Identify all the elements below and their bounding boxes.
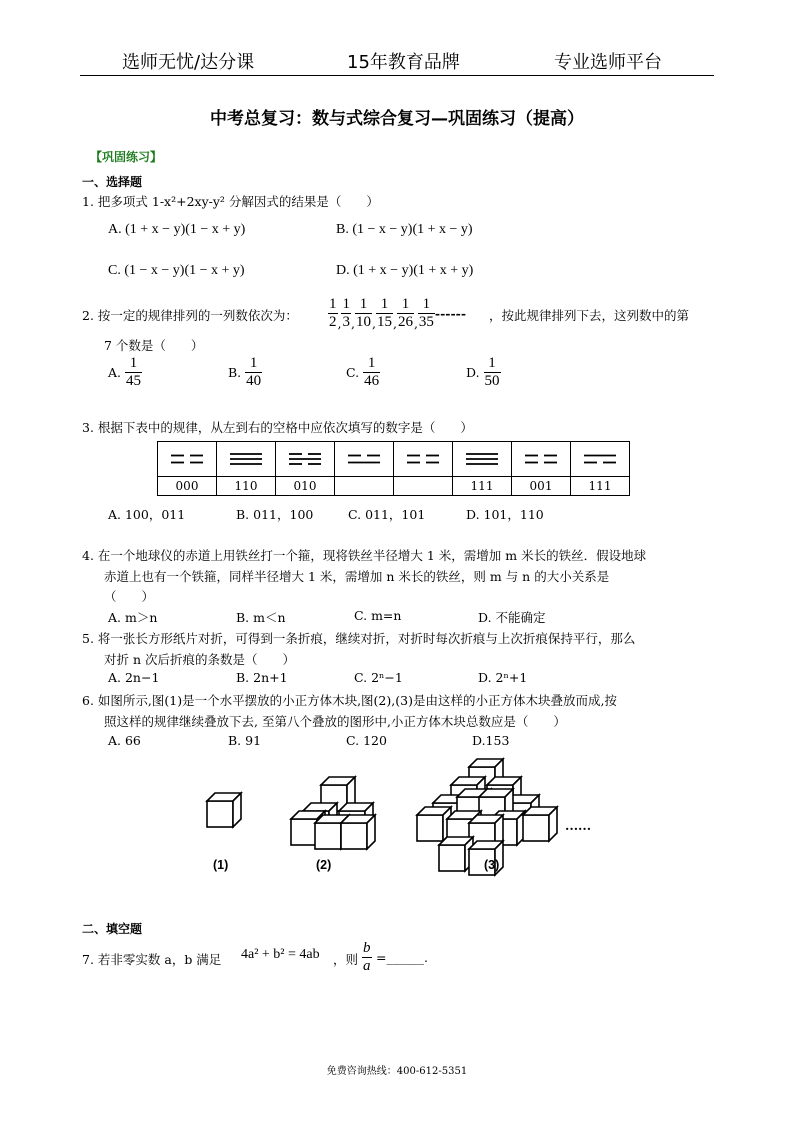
pattern-value-cell: 000 — [158, 477, 217, 496]
section-choice-heading: 一、选择题 — [82, 175, 143, 189]
q1-option-d: D. (1 + x − y)(1 + x + y) — [336, 263, 474, 278]
q7-equation: 4a² + b² = 4ab — [241, 947, 320, 962]
q7-stem-start: 7. 若非零实数 a，b 满足 — [82, 952, 222, 967]
q2-stem-end: ，按此规律排列下去，这列数中的第 — [489, 308, 690, 323]
q2-sequence-term: $\frac{1}{3}$ — [342, 296, 350, 330]
q1-option-a: A. (1 + x − y)(1 − x + y) — [108, 222, 246, 237]
pattern-symbol-cell — [217, 442, 276, 477]
pattern-value-cell: 111 — [571, 477, 630, 496]
q2-sequence-dots: ------ — [434, 306, 467, 321]
pattern-value-cell: 110 — [217, 477, 276, 496]
q5-option-d: D. 2ⁿ+1 — [478, 670, 528, 685]
cube — [439, 837, 473, 871]
q4-line3: （ ） — [104, 589, 155, 604]
header-right: 专业选师平台 — [554, 52, 662, 73]
q4-option-b: B. m＜n — [236, 610, 286, 625]
q4-line2: 赤道上也有一个铁箍，同样半径增大 1 米，需增加 n 米长的铁丝，则 m 与 n 的大小关系是 — [104, 569, 610, 584]
cube — [523, 807, 557, 841]
q2-option-c: C. $\frac{1}{46}$ — [346, 355, 380, 389]
pattern-symbol-cell — [453, 442, 512, 477]
q4-option-a: A. m＞n — [108, 610, 158, 625]
q3-option-d: D. 101，110 — [466, 507, 544, 522]
figure-2-cube-stack — [291, 777, 375, 849]
pattern-value-cell — [335, 477, 394, 496]
q2-sequence: $\frac{1}{2}$ , $\frac{1}{3}$ , $\frac{1}{10}$ , $\frac{1}{15}$ , $\frac{1}{26}$ , $\frac{1}{35}$ ------ — [329, 296, 467, 331]
q6-line2: 照这样的规律继续叠放下去, 至第八个叠放的图形中,小正方体木块总数应是（ ） — [104, 714, 566, 729]
q2-stem-start: 2. 按一定的规律排列的一列数依次为： — [82, 308, 298, 323]
q6-option-b: B. 91 — [228, 733, 262, 748]
q2-sequence-term: $\frac{1}{10}$ — [355, 296, 371, 330]
q4-option-d: D. 不能确定 — [478, 610, 546, 625]
q3-option-c: C. 011，101 — [348, 507, 426, 522]
pattern-symbol-cell — [158, 442, 217, 477]
pattern-symbol-cell — [394, 442, 453, 477]
figure-label-3: (3) — [484, 858, 500, 872]
q4-line1: 4. 在一个地球仪的赤道上用铁丝打一个箍，现将铁丝半径增大 1 米，需增加 m 米长的铁丝．假设地球 — [82, 548, 647, 563]
q2-option-b: B. $\frac{1}{40}$ — [228, 355, 262, 389]
page-title: 中考总复习：数与式综合复习—巩固练习（提高） — [210, 109, 584, 129]
pattern-value-cell: 010 — [276, 477, 335, 496]
section-tag: 【巩固练习】 — [90, 150, 163, 164]
q3-option-a: A. 100，011 — [108, 507, 186, 522]
pattern-symbol-cell — [335, 442, 394, 477]
q2-sequence-term: $\frac{1}{26}$ — [397, 296, 413, 330]
figure-label-1: (1) — [213, 858, 229, 872]
q2-stem-line2: 7 个数是（ ） — [104, 338, 204, 353]
q6-option-c: C. 120 — [346, 733, 387, 748]
cube — [207, 793, 241, 827]
q7-fraction: $\frac{b}{a}$ — [363, 940, 371, 974]
q2-sequence-term: $\frac{1}{35}$ — [418, 296, 434, 330]
figure-1-single-cube — [207, 793, 241, 827]
q5-line2: 对折 n 次后折痕的条数是（ ） — [104, 652, 295, 667]
pattern-value-cell: 111 — [453, 477, 512, 496]
q5-option-b: B. 2n+1 — [236, 670, 288, 685]
q6-option-a: A. 66 — [108, 733, 141, 748]
q3-pattern-table — [157, 441, 630, 496]
pattern-value-cell — [394, 477, 453, 496]
pattern-value-cell: 001 — [512, 477, 571, 496]
section-fill-heading: 二、填空题 — [82, 922, 143, 936]
figure-label-2: (2) — [316, 858, 332, 872]
q2-sequence-term: $\frac{1}{15}$ — [376, 296, 392, 330]
header-left: 选师无忧/达分课 — [122, 52, 255, 73]
header-center: 15年教育品牌 — [347, 52, 460, 73]
q3-option-b: B. 011，100 — [236, 507, 314, 522]
q1-option-b: B. (1 − x − y)(1 + x − y) — [336, 222, 473, 237]
figure-continuation-dots: ...... — [565, 818, 592, 833]
q2-option-a: A. $\frac{1}{45}$ — [108, 355, 141, 389]
q4-option-c: C. m=n — [354, 608, 402, 623]
q2-option-d: D. $\frac{1}{50}$ — [466, 355, 500, 389]
q1-stem: 1. 把多项式 1-x²+2xy-y² 分解因式的结果是（ ） — [82, 194, 379, 209]
q5-option-a: A. 2n−1 — [108, 670, 160, 685]
q7-mid: ，则 — [333, 952, 359, 967]
pattern-symbol-cell — [512, 442, 571, 477]
cube — [341, 815, 375, 849]
cube-stack-figure — [195, 755, 615, 880]
q3-stem: 3. 根据下表中的规律，从左到右的空格中应依次填写的数字是（ ） — [82, 420, 473, 435]
q6-line1: 6. 如图所示,图(1)是一个水平摆放的小正方体木块,图(2),(3)是由这样的小正方体木块叠放而成,按 — [82, 693, 617, 708]
q7-blank: =______. — [376, 950, 428, 965]
q5-option-c: C. 2ⁿ−1 — [354, 670, 403, 685]
q5-line1: 5. 将一张长方形纸片对折，可得到一条折痕，继续对折，对折时每次折痕与上次折痕保持平行，那么 — [82, 631, 636, 646]
header-divider — [80, 75, 714, 76]
cube — [417, 807, 451, 841]
pattern-symbol-cell — [571, 442, 630, 477]
footer-hotline: 免费咨询热线：400-612-5351 — [326, 1066, 468, 1077]
q1-option-c: C. (1 − x − y)(1 − x + y) — [108, 263, 245, 278]
pattern-symbol-cell — [276, 442, 335, 477]
q2-sequence-term: $\frac{1}{2}$ — [329, 296, 337, 330]
q6-option-d: D.153 — [472, 733, 510, 748]
